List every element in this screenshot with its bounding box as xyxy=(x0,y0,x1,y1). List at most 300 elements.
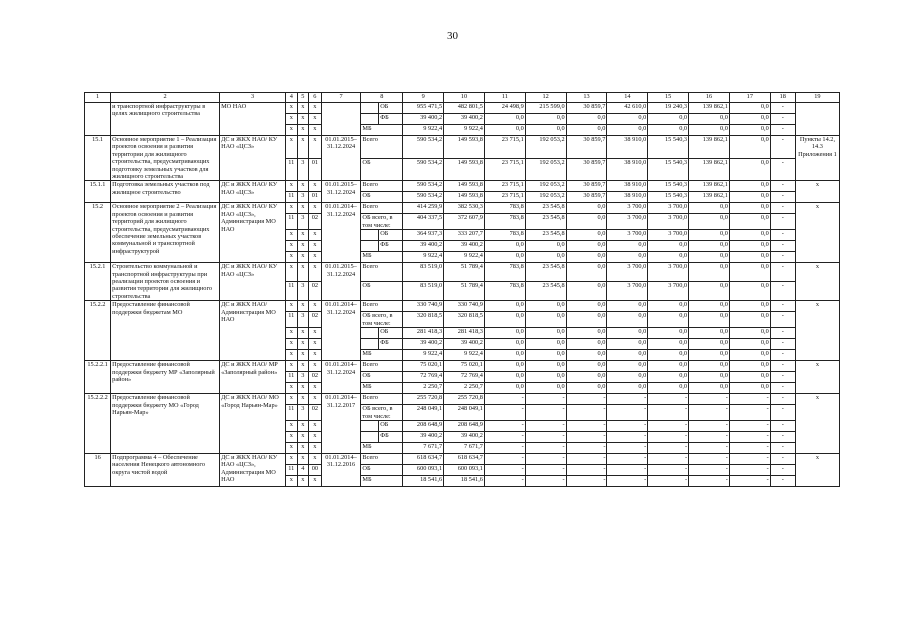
value-cell: 0,0 xyxy=(525,301,566,312)
value-cell: - xyxy=(689,405,730,421)
value-cell: 23 715,1 xyxy=(484,181,525,192)
value-cell: 0,0 xyxy=(729,181,770,192)
value-cell: 139 862,1 xyxy=(689,158,730,181)
code-cell: х xyxy=(309,339,322,350)
value-cell: 330 740,9 xyxy=(403,301,444,312)
value-cell: 2 250,7 xyxy=(444,383,485,394)
source-cell: МБ xyxy=(361,125,403,136)
value-cell: 0,0 xyxy=(607,252,648,263)
header-cell-10: 10 xyxy=(444,93,485,103)
value-cell: 0,0 xyxy=(729,192,770,203)
value-cell: 0,0 xyxy=(607,339,648,350)
code-cell: х xyxy=(309,361,322,372)
note-cell: х xyxy=(795,394,839,454)
value-cell: 39 400,2 xyxy=(444,114,485,125)
value-cell: 0,0 xyxy=(566,339,607,350)
value-cell: 9 922,4 xyxy=(403,125,444,136)
period-cell: 01.01.2015–31.12.2024 xyxy=(321,181,361,203)
row-number: 15.2.2.1 xyxy=(85,361,111,394)
value-cell: - xyxy=(689,475,730,486)
code-cell: х xyxy=(309,442,322,453)
value-cell: 30 859,7 xyxy=(566,181,607,192)
source-cell: Всего xyxy=(361,301,403,312)
value-cell: - xyxy=(607,394,648,405)
value-cell: 783,8 xyxy=(484,230,525,241)
value-cell: - xyxy=(770,282,795,301)
value-cell: 0,0 xyxy=(525,339,566,350)
value-cell: 3 700,0 xyxy=(607,230,648,241)
value-cell: 0,0 xyxy=(648,114,689,125)
source-cell: Всего xyxy=(361,361,403,372)
value-cell: 600 093,1 xyxy=(444,464,485,475)
value-cell: 0,0 xyxy=(484,372,525,383)
measure-name: Строительство коммунальной и транспортной инфраструктуры при реализации проектов освоения и развития территории для жилищного строительства xyxy=(111,263,220,301)
responsible-executor: ДС и ЖКХ НАО/ КУ НАО «ЦСЗ», Администрация МО НАО xyxy=(220,453,286,486)
value-cell: 15 540,3 xyxy=(648,181,689,192)
value-cell: 38 910,0 xyxy=(607,181,648,192)
row-number: 15.1.1 xyxy=(85,181,111,203)
code-cell: х xyxy=(286,420,298,431)
code-cell: х xyxy=(309,252,322,263)
value-cell: 72 769,4 xyxy=(444,372,485,383)
value-cell: - xyxy=(525,420,566,431)
note-cell: х xyxy=(795,301,839,361)
note-cell: х xyxy=(795,361,839,394)
source-subcell: ФБ xyxy=(379,339,403,350)
value-cell: - xyxy=(770,431,795,442)
code-cell: 11 xyxy=(286,192,298,203)
value-cell: 783,8 xyxy=(484,263,525,282)
value-cell: - xyxy=(484,420,525,431)
code-cell: х xyxy=(286,350,298,361)
code-cell: 01 xyxy=(309,158,322,181)
header-cell-6: 6 xyxy=(309,93,322,103)
value-cell: - xyxy=(770,383,795,394)
measure-name: и транспортной инфраструктуры в целях жилищного строительства xyxy=(111,103,220,136)
value-cell: - xyxy=(607,453,648,464)
value-cell: 0,0 xyxy=(689,241,730,252)
code-cell: 11 xyxy=(286,214,298,230)
code-cell: х xyxy=(286,431,298,442)
value-cell: 23 715,1 xyxy=(484,192,525,203)
value-cell: 0,0 xyxy=(566,241,607,252)
value-cell: - xyxy=(770,252,795,263)
value-cell: 9 922,4 xyxy=(444,350,485,361)
value-cell: 320 818,5 xyxy=(403,312,444,328)
value-cell: 3 700,0 xyxy=(648,203,689,214)
value-cell: 0,0 xyxy=(484,361,525,372)
value-cell: - xyxy=(729,394,770,405)
code-cell: х xyxy=(286,136,298,159)
code-cell: х xyxy=(297,301,309,312)
code-cell: х xyxy=(297,420,309,431)
value-cell: 0,0 xyxy=(729,203,770,214)
value-cell: 23 715,1 xyxy=(484,136,525,159)
value-cell: 0,0 xyxy=(648,301,689,312)
responsible-executor: ДС и ЖКХ НАО/ МР «Заполярный район» xyxy=(220,361,286,394)
value-cell: 0,0 xyxy=(484,114,525,125)
source-cell xyxy=(361,241,379,252)
value-cell: 0,0 xyxy=(648,241,689,252)
value-cell: - xyxy=(525,431,566,442)
note-cell xyxy=(795,103,839,136)
value-cell: 0,0 xyxy=(729,361,770,372)
value-cell: 0,0 xyxy=(566,361,607,372)
measure-name: Предоставление финансовой поддержки бюджетам МО xyxy=(111,301,220,361)
value-cell: 0,0 xyxy=(648,125,689,136)
value-cell: 0,0 xyxy=(689,114,730,125)
row-number xyxy=(85,103,111,136)
value-cell: - xyxy=(770,114,795,125)
page-number: 30 xyxy=(447,30,458,42)
value-cell: 0,0 xyxy=(648,383,689,394)
value-cell: 38 910,0 xyxy=(607,158,648,181)
value-cell: 0,0 xyxy=(566,312,607,328)
code-cell: х xyxy=(309,263,322,282)
value-cell: - xyxy=(648,394,689,405)
table-row xyxy=(85,203,840,214)
value-cell: 0,0 xyxy=(484,312,525,328)
code-cell: х xyxy=(286,125,298,136)
value-cell: 18 541,6 xyxy=(444,475,485,486)
code-cell: 02 xyxy=(309,312,322,328)
budget-table xyxy=(84,92,840,487)
value-cell: 139 862,1 xyxy=(689,136,730,159)
code-cell: х xyxy=(286,442,298,453)
note-cell: х xyxy=(795,263,839,301)
source-subcell: ОБ xyxy=(379,103,403,114)
value-cell: 0,0 xyxy=(607,328,648,339)
value-cell: 0,0 xyxy=(525,372,566,383)
value-cell: 0,0 xyxy=(484,350,525,361)
value-cell: 0,0 xyxy=(525,312,566,328)
code-cell: х xyxy=(286,361,298,372)
value-cell: 0,0 xyxy=(689,383,730,394)
source-cell: Всего xyxy=(361,394,403,405)
value-cell: - xyxy=(484,453,525,464)
value-cell: - xyxy=(484,475,525,486)
value-cell: 0,0 xyxy=(607,383,648,394)
value-cell: 0,0 xyxy=(525,125,566,136)
measure-name: Предоставление финансовой поддержки бюджету МР «Заполярный район» xyxy=(111,361,220,394)
source-cell: Всего xyxy=(361,263,403,282)
header-cell-12: 12 xyxy=(525,93,566,103)
code-cell: 11 xyxy=(286,372,298,383)
value-cell: 0,0 xyxy=(607,125,648,136)
header-cell-3: 3 xyxy=(220,93,286,103)
row-number: 15.2.2.2 xyxy=(85,394,111,454)
value-cell: 0,0 xyxy=(484,339,525,350)
value-cell: - xyxy=(770,203,795,214)
header-row xyxy=(85,93,840,103)
value-cell: 208 648,9 xyxy=(444,420,485,431)
value-cell: 30 859,7 xyxy=(566,158,607,181)
value-cell: 0,0 xyxy=(689,339,730,350)
value-cell: 0,0 xyxy=(607,241,648,252)
value-cell: 139 862,1 xyxy=(689,181,730,192)
code-cell: х xyxy=(286,453,298,464)
code-cell: х xyxy=(309,114,322,125)
code-cell: х xyxy=(297,431,309,442)
source-cell: ОБ xyxy=(361,372,403,383)
source-cell xyxy=(361,230,379,241)
value-cell: - xyxy=(607,420,648,431)
value-cell: 0,0 xyxy=(729,339,770,350)
code-cell: 3 xyxy=(297,405,309,421)
value-cell: - xyxy=(525,442,566,453)
value-cell: 404 337,5 xyxy=(403,214,444,230)
measure-name: Основное мероприятие 1 – Реализация проектов освоения и развития территории для жилищного строительства, предусматривающих подготовку земельных участков для жилищного строительства xyxy=(111,136,220,181)
note-cell: х xyxy=(795,203,839,263)
value-cell: 955 471,5 xyxy=(403,103,444,114)
source-cell xyxy=(361,103,379,114)
code-cell: х xyxy=(286,114,298,125)
value-cell: 590 534,2 xyxy=(403,192,444,203)
value-cell: 139 862,1 xyxy=(689,192,730,203)
value-cell: 0,0 xyxy=(525,383,566,394)
source-cell: МБ xyxy=(361,252,403,263)
code-cell: х xyxy=(309,301,322,312)
value-cell: 0,0 xyxy=(607,301,648,312)
code-cell: х xyxy=(286,339,298,350)
value-cell: 248 049,1 xyxy=(403,405,444,421)
value-cell: 192 053,2 xyxy=(525,181,566,192)
value-cell: 0,0 xyxy=(689,263,730,282)
value-cell: 2 250,7 xyxy=(403,383,444,394)
value-cell: - xyxy=(525,453,566,464)
source-cell: МБ xyxy=(361,383,403,394)
table-row xyxy=(85,394,840,405)
value-cell: 192 053,2 xyxy=(525,158,566,181)
table-row xyxy=(85,301,840,312)
value-cell: 0,0 xyxy=(689,230,730,241)
code-cell: 3 xyxy=(297,282,309,301)
source-cell xyxy=(361,431,379,442)
value-cell: 783,8 xyxy=(484,214,525,230)
value-cell: 0,0 xyxy=(566,301,607,312)
value-cell: 208 648,9 xyxy=(403,420,444,431)
value-cell: - xyxy=(770,214,795,230)
value-cell: 0,0 xyxy=(689,252,730,263)
value-cell: - xyxy=(566,453,607,464)
note-cell: х xyxy=(795,181,839,203)
value-cell: - xyxy=(484,431,525,442)
value-cell: - xyxy=(770,453,795,464)
source-subcell: ФБ xyxy=(379,114,403,125)
value-cell: 0,0 xyxy=(607,350,648,361)
value-cell: 590 534,2 xyxy=(403,158,444,181)
value-cell: - xyxy=(484,442,525,453)
table-row xyxy=(85,103,840,114)
code-cell: х xyxy=(309,420,322,431)
value-cell: 9 922,4 xyxy=(403,350,444,361)
value-cell: 7 671,7 xyxy=(403,442,444,453)
code-cell: х xyxy=(309,475,322,486)
value-cell: 333 207,7 xyxy=(444,230,485,241)
code-cell: х xyxy=(309,136,322,159)
value-cell: 23 545,8 xyxy=(525,214,566,230)
value-cell: - xyxy=(770,350,795,361)
code-cell: х xyxy=(309,203,322,214)
header-cell-18: 18 xyxy=(770,93,795,103)
value-cell: - xyxy=(729,431,770,442)
table-row xyxy=(85,136,840,159)
code-cell: х xyxy=(286,181,298,192)
value-cell: 9 922,4 xyxy=(403,252,444,263)
source-cell: МБ xyxy=(361,350,403,361)
code-cell: х xyxy=(286,301,298,312)
value-cell: 0,0 xyxy=(729,252,770,263)
value-cell: 23 545,8 xyxy=(525,263,566,282)
value-cell: 15 540,3 xyxy=(648,192,689,203)
value-cell: 39 400,2 xyxy=(403,339,444,350)
value-cell: 39 400,2 xyxy=(403,241,444,252)
code-cell: х xyxy=(286,103,298,114)
code-cell: х xyxy=(286,252,298,263)
source-cell: МБ xyxy=(361,442,403,453)
value-cell: 0,0 xyxy=(729,263,770,282)
value-cell: - xyxy=(648,405,689,421)
value-cell: - xyxy=(607,464,648,475)
value-cell: - xyxy=(770,312,795,328)
code-cell: х xyxy=(286,475,298,486)
value-cell: 0,0 xyxy=(729,125,770,136)
code-cell: 3 xyxy=(297,372,309,383)
value-cell: 149 593,8 xyxy=(444,192,485,203)
value-cell: 248 049,1 xyxy=(444,405,485,421)
table-row xyxy=(85,453,840,464)
code-cell: 3 xyxy=(297,214,309,230)
value-cell: 0,0 xyxy=(689,372,730,383)
value-cell: 0,0 xyxy=(689,125,730,136)
value-cell: - xyxy=(729,442,770,453)
code-cell: х xyxy=(286,328,298,339)
value-cell: - xyxy=(770,241,795,252)
value-cell: 0,0 xyxy=(484,125,525,136)
code-cell: х xyxy=(297,263,309,282)
value-cell: 0,0 xyxy=(525,114,566,125)
row-number: 15.2.1 xyxy=(85,263,111,301)
value-cell: 215 599,0 xyxy=(525,103,566,114)
code-cell: х xyxy=(286,394,298,405)
value-cell: - xyxy=(770,263,795,282)
code-cell: х xyxy=(297,125,309,136)
measure-name: Подготовка земельных участков под жилищное строительство xyxy=(111,181,220,203)
value-cell: 0,0 xyxy=(689,312,730,328)
value-cell: 590 534,2 xyxy=(403,136,444,159)
code-cell: 02 xyxy=(309,282,322,301)
value-cell: 72 769,4 xyxy=(403,372,444,383)
header-cell-5: 5 xyxy=(297,93,309,103)
period-cell: 01.01.2014–31.12.2024 xyxy=(321,361,361,394)
code-cell: х xyxy=(297,361,309,372)
code-cell: 02 xyxy=(309,372,322,383)
value-cell: 0,0 xyxy=(729,328,770,339)
value-cell: 382 530,3 xyxy=(444,203,485,214)
value-cell: 42 610,0 xyxy=(607,103,648,114)
value-cell: 30 859,7 xyxy=(566,192,607,203)
value-cell: 149 593,8 xyxy=(444,158,485,181)
value-cell: - xyxy=(689,394,730,405)
value-cell: 0,0 xyxy=(566,203,607,214)
value-cell: - xyxy=(607,442,648,453)
value-cell: 23 545,8 xyxy=(525,203,566,214)
source-cell: ОБ xyxy=(361,282,403,301)
value-cell: - xyxy=(484,405,525,421)
note-cell: х xyxy=(795,453,839,486)
value-cell: 0,0 xyxy=(525,252,566,263)
value-cell: 39 400,2 xyxy=(403,114,444,125)
code-cell: 11 xyxy=(286,405,298,421)
value-cell: - xyxy=(770,339,795,350)
code-cell: х xyxy=(309,431,322,442)
value-cell: 320 818,5 xyxy=(444,312,485,328)
value-cell: - xyxy=(525,464,566,475)
header-cell-13: 13 xyxy=(566,93,607,103)
source-cell: Всего xyxy=(361,453,403,464)
value-cell: - xyxy=(566,442,607,453)
code-cell: х xyxy=(309,350,322,361)
code-cell: 3 xyxy=(297,312,309,328)
header-cell-4: 4 xyxy=(286,93,298,103)
value-cell: 0,0 xyxy=(729,114,770,125)
value-cell: 3 700,0 xyxy=(607,203,648,214)
code-cell: х xyxy=(297,394,309,405)
source-cell: Всего xyxy=(361,203,403,214)
value-cell: 23 715,1 xyxy=(484,158,525,181)
value-cell: 15 540,3 xyxy=(648,136,689,159)
code-cell: х xyxy=(286,383,298,394)
value-cell: 0,0 xyxy=(607,361,648,372)
value-cell: 0,0 xyxy=(566,230,607,241)
value-cell: - xyxy=(689,431,730,442)
value-cell: 0,0 xyxy=(566,350,607,361)
value-cell: - xyxy=(729,453,770,464)
value-cell: 482 801,5 xyxy=(444,103,485,114)
header-cell-17: 17 xyxy=(729,93,770,103)
value-cell: 0,0 xyxy=(607,312,648,328)
code-cell: 00 xyxy=(309,464,322,475)
value-cell: 0,0 xyxy=(729,383,770,394)
value-cell: 0,0 xyxy=(566,125,607,136)
code-cell: х xyxy=(297,442,309,453)
value-cell: - xyxy=(729,475,770,486)
code-cell: х xyxy=(297,339,309,350)
code-cell: х xyxy=(309,241,322,252)
code-cell: 02 xyxy=(309,405,322,421)
value-cell: 0,0 xyxy=(648,350,689,361)
value-cell: - xyxy=(770,125,795,136)
value-cell: - xyxy=(770,475,795,486)
value-cell: - xyxy=(648,420,689,431)
value-cell: - xyxy=(566,394,607,405)
code-cell: х xyxy=(297,252,309,263)
value-cell: 0,0 xyxy=(484,383,525,394)
code-cell: х xyxy=(297,453,309,464)
value-cell: 0,0 xyxy=(648,312,689,328)
responsible-executor: ДС и ЖКХ НАО/ МО «Город Нарьян-Мар» xyxy=(220,394,286,454)
value-cell: 281 418,3 xyxy=(444,328,485,339)
source-cell: ОБ xyxy=(361,158,403,181)
source-cell xyxy=(361,420,379,431)
value-cell: - xyxy=(648,442,689,453)
row-number: 15.2.2 xyxy=(85,301,111,361)
value-cell: 0,0 xyxy=(607,372,648,383)
value-cell: 0,0 xyxy=(689,214,730,230)
header-cell-9: 9 xyxy=(403,93,444,103)
value-cell: 30 859,7 xyxy=(566,103,607,114)
value-cell: - xyxy=(770,301,795,312)
